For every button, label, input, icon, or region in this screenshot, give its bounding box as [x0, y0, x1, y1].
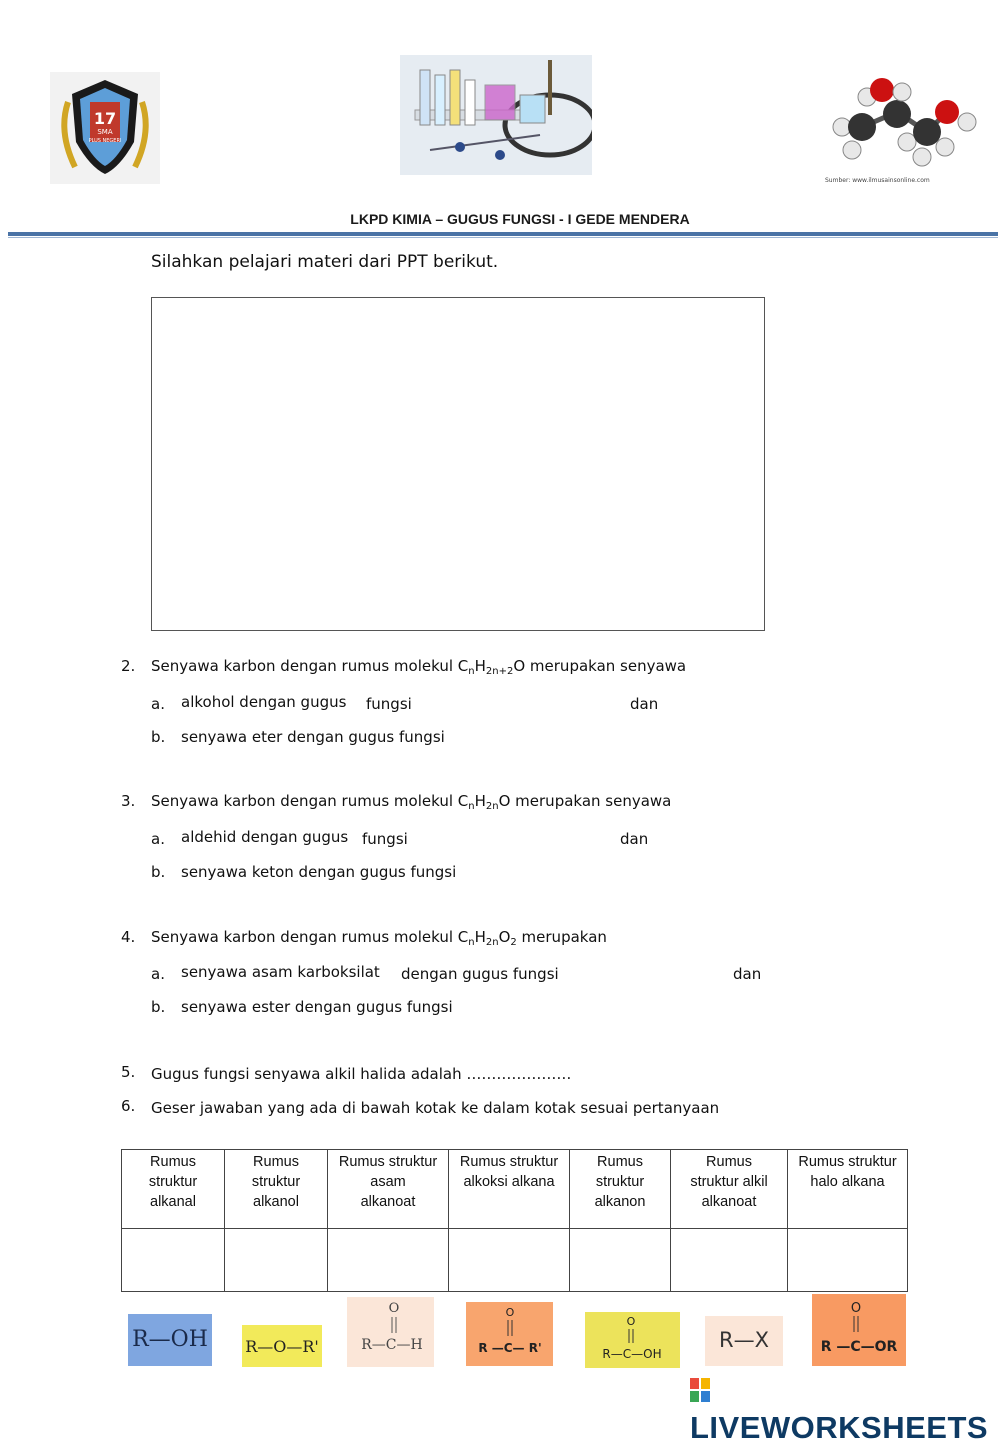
question-text: Geser jawaban yang ada di bawah kotak ke dalam kotak sesuai pertanyaan: [151, 1099, 720, 1117]
formula-part: 2n: [485, 937, 499, 948]
question-tail: merupakan: [516, 928, 607, 946]
card-formula: R —C—OR: [820, 1339, 898, 1355]
question-text: Gugus fungsi senyawa alkil halida adalah …………………: [151, 1065, 572, 1083]
question-stem: Senyawa karbon dengan rumus molekul C: [151, 792, 469, 810]
formula-part: H: [474, 657, 486, 675]
header-divider: [8, 232, 998, 236]
formula-part: 2n+2: [485, 666, 514, 677]
formula-part: 2: [510, 937, 517, 948]
option-text-extra: fungsi: [362, 830, 408, 848]
drop-zone[interactable]: [225, 1229, 328, 1292]
option-letter: b.: [151, 728, 166, 746]
formula-part: O: [498, 928, 511, 946]
option-text: senyawa asam karboksilat: [181, 963, 380, 981]
header-line: struktur: [251, 1174, 301, 1190]
formula-part: O: [513, 657, 526, 675]
ppt-embed-frame[interactable]: [151, 297, 765, 631]
header-alkanon: [570, 1150, 671, 1229]
drag-card-r-c-h[interactable]: [347, 1297, 434, 1367]
intro-text: Silahkan pelajari materi dari PPT berikut.: [151, 252, 499, 272]
option-letter: b.: [151, 863, 166, 881]
worksheet-title: LKPD KIMIA – GUGUS FUNGSI - I GEDE MENDERA: [350, 211, 690, 227]
card-formula: R—OH: [132, 1327, 208, 1352]
card-formula: R—C—H: [361, 1337, 423, 1353]
drop-zone[interactable]: [328, 1229, 449, 1292]
logo-plus-negeri: PLUS NEGERI: [88, 138, 122, 144]
option-dan: dan: [620, 830, 649, 848]
header-asam-alkanoat: [328, 1150, 449, 1229]
formula-part: n: [468, 937, 475, 948]
header-line: alkoksi alkana: [463, 1174, 555, 1190]
header-line: alkanoat: [701, 1194, 757, 1210]
option-text: senyawa keton dengan gugus fungsi: [181, 863, 457, 881]
formula-part: n: [468, 801, 475, 812]
option-letter: a.: [151, 830, 165, 848]
drag-card-r-c-oh[interactable]: [585, 1312, 680, 1368]
card-formula: R —C— R': [478, 1341, 542, 1355]
option-text: senyawa ester dengan gugus fungsi: [181, 998, 453, 1016]
molecule-image: [822, 72, 984, 187]
question-number: 5.: [121, 1063, 136, 1081]
formula-part: H: [474, 792, 486, 810]
option-text: senyawa eter dengan gugus fungsi: [181, 728, 445, 746]
logo-number: 17: [93, 109, 117, 128]
drop-zone[interactable]: [788, 1229, 908, 1292]
drop-zone[interactable]: [449, 1229, 570, 1292]
header-line: struktur: [148, 1174, 198, 1190]
card-oxygen: O: [850, 1301, 862, 1316]
liveworksheets-logo: [690, 1372, 999, 1446]
card-oxygen: O: [626, 1315, 636, 1328]
header-alkoksi-alkana: [449, 1150, 570, 1229]
header-line: Rumus struktur: [798, 1154, 897, 1170]
header-line: struktur alkil: [690, 1174, 768, 1190]
header-halo-alkana: [788, 1150, 908, 1229]
drop-zone[interactable]: [671, 1229, 788, 1292]
card-formula: R—X: [719, 1328, 769, 1352]
option-letter: a.: [151, 695, 165, 713]
logo-sma: SMA: [97, 128, 113, 136]
formula-part: n: [468, 666, 475, 677]
question-tail: merupakan senyawa: [510, 792, 672, 810]
drop-zone[interactable]: [570, 1229, 671, 1292]
question-stem: Senyawa karbon dengan rumus molekul C: [151, 928, 469, 946]
header-alkil-alkanoat: [671, 1150, 788, 1229]
image-credit: Sumber: www.ilmusainsonline.com: [825, 177, 930, 184]
header-line: Rumus struktur: [459, 1154, 559, 1170]
school-logo: [50, 72, 160, 184]
question-text: [151, 928, 607, 948]
formula-part: 2n: [485, 801, 499, 812]
option-text: alkohol dengan gugus: [181, 693, 347, 711]
card-oxygen: O: [388, 1301, 400, 1316]
header-alkanol: [225, 1150, 328, 1229]
question-text: [151, 792, 671, 812]
question-number: 2.: [121, 657, 136, 675]
liveworksheets-wordmark: LIVEWORKSHEETS: [690, 1410, 989, 1445]
formula-part: H: [474, 928, 486, 946]
option-dan: dan: [630, 695, 659, 713]
card-formula: R—O—R': [245, 1337, 319, 1356]
question-number: 6.: [121, 1097, 136, 1115]
drag-card-r-c-r[interactable]: [466, 1302, 553, 1366]
header-line: Rumus: [597, 1154, 643, 1170]
question-stem: Senyawa karbon dengan rumus molekul C: [151, 657, 469, 675]
drag-card-r-x[interactable]: [705, 1316, 783, 1366]
answer-table: [121, 1149, 908, 1292]
header-line: Rumus: [706, 1154, 752, 1170]
option-text-extra: dengan gugus fungsi: [401, 965, 559, 983]
option-letter: a.: [151, 965, 165, 983]
drag-card-r-oh[interactable]: [128, 1314, 212, 1366]
question-tail: merupakan senyawa: [525, 657, 687, 675]
header-line: Rumus struktur: [338, 1154, 438, 1170]
drag-card-r-c-or[interactable]: [812, 1294, 906, 1366]
option-text-extra: fungsi: [366, 695, 412, 713]
header-line: Rumus: [253, 1154, 299, 1170]
header-line: Rumus: [150, 1154, 196, 1170]
card-formula: R—C—OH: [602, 1347, 662, 1361]
drop-zone-row: [122, 1229, 908, 1292]
table-header-row: [122, 1150, 908, 1229]
drop-zone[interactable]: [122, 1229, 225, 1292]
header-divider-thin: [8, 237, 998, 238]
question-text: [151, 657, 686, 677]
header-line: struktur: [595, 1174, 645, 1190]
header-alkanal: [122, 1150, 225, 1229]
header-line: halo alkana: [810, 1174, 885, 1190]
header-line: asam: [370, 1174, 406, 1190]
question-number: 4.: [121, 928, 136, 946]
lab-glassware-image: [400, 55, 592, 175]
question-number: 3.: [121, 792, 136, 810]
liveworksheets-icon: [690, 1374, 710, 1410]
card-oxygen: O: [505, 1306, 515, 1319]
header-line: alkanal: [150, 1194, 196, 1210]
option-dan: dan: [733, 965, 762, 983]
header-line: alkanol: [253, 1194, 299, 1210]
option-letter: b.: [151, 998, 166, 1016]
header-line: alkanoat: [360, 1194, 416, 1210]
drag-card-r-o-r[interactable]: [242, 1325, 322, 1367]
formula-part: O: [498, 792, 511, 810]
option-text: aldehid dengan gugus: [181, 828, 349, 846]
header-line: alkanon: [594, 1194, 646, 1210]
